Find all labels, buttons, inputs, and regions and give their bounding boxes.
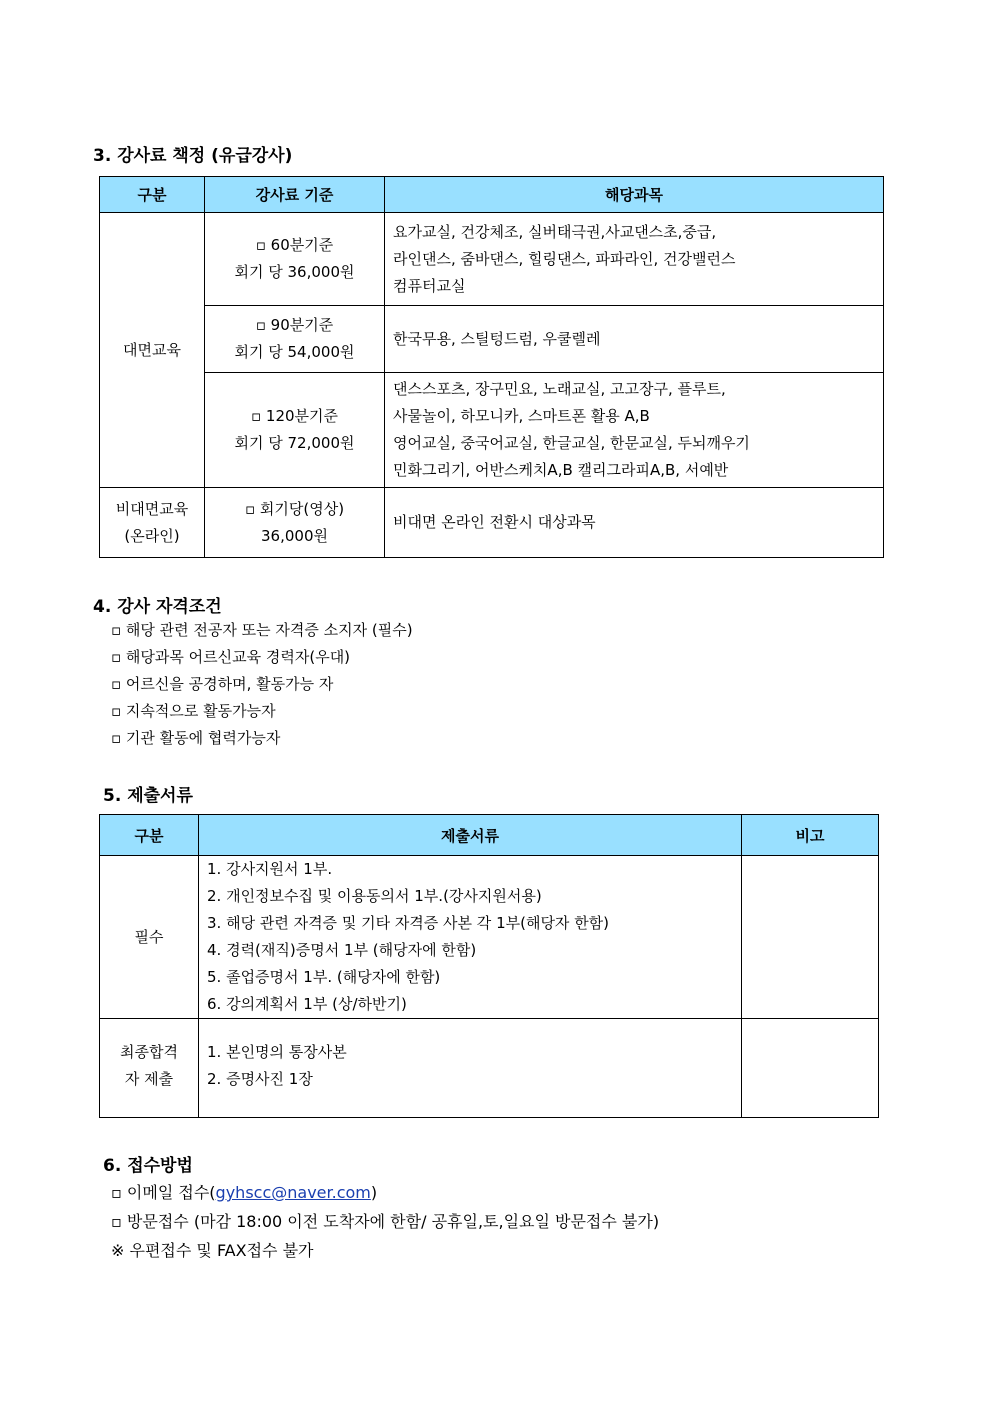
subjects-cell [385, 213, 884, 306]
final-label-line: 최종합격 [120, 1043, 178, 1061]
subject-line: 요가교실, 건강체조, 실버태극권,사교댄스초,중급, [393, 222, 717, 241]
header-subjects: 해당과목 [385, 177, 884, 213]
group-online-label: 비대면교육 [115, 499, 189, 518]
final-docs [199, 1019, 742, 1118]
fee-amount: 36,000원 [261, 526, 328, 545]
table-row [100, 856, 879, 1019]
list-item: ▫ 지속적으로 활동가능자 [111, 702, 276, 720]
fee-basis: ▫ 120분기준 [250, 407, 339, 425]
list-item: ▫ 해당 관련 전공자 또는 자격증 소지자 (필수) [111, 621, 413, 639]
table-row [100, 488, 884, 558]
list-item: ▫ 기관 활동에 협력가능자 [111, 729, 281, 747]
fee-amount: 회기 당 36,000원 [234, 263, 355, 281]
doc-item: 1. 본인명의 통장사본 [207, 1043, 347, 1061]
group-offline: 대면교육 [100, 213, 205, 488]
documents-table [99, 814, 879, 1118]
email-prefix: ▫ 이메일 접수( [111, 1183, 216, 1202]
header-category: 구분 [100, 815, 199, 856]
table-row [100, 373, 884, 488]
documents-table-header [100, 815, 879, 856]
subject-line: 컴퓨터교실 [393, 276, 466, 295]
required-label: 필수 [100, 856, 199, 1019]
fee-table [99, 176, 884, 558]
doc-item: 1. 강사지원서 1부. [207, 860, 333, 878]
doc-item: 5. 졸업증명서 1부. (해당자에 한함) [207, 968, 441, 986]
fee-cell [205, 213, 385, 306]
fee-basis: ▫ 90분기준 [255, 316, 334, 334]
fee-amount: 회기 당 54,000원 [234, 343, 355, 361]
visit-method: ▫ 방문접수 (마감 18:00 이전 도착자에 한함/ 공휴일,토,일요일 방문접수 불가) [111, 1212, 660, 1231]
fee-basis: ▫ 60분기준 [255, 236, 334, 254]
remarks-cell [742, 1019, 879, 1118]
note: ※ 우편접수 및 FAX접수 불가 [111, 1241, 314, 1260]
section-3-title: 3. 강사료 책정 (유급강사) [93, 146, 293, 166]
email-method [111, 1178, 659, 1207]
final-label [100, 1019, 199, 1118]
group-online [100, 488, 205, 558]
table-row [100, 213, 884, 306]
subjects-cell: 비대면 온라인 전환시 대상과목 [385, 488, 884, 558]
fee-cell [205, 488, 385, 558]
subject-line: 영어교실, 중국어교실, 한글교실, 한문교실, 두뇌깨우기 [393, 434, 750, 452]
subject-line: 민화그리기, 어반스케치A,B 캘리그라피A,B, 서예반 [393, 461, 729, 479]
header-fee: 강사료 기준 [205, 177, 385, 213]
qualification-list [111, 617, 413, 752]
section-5-title: 5. 제출서류 [103, 786, 193, 806]
email-suffix: ) [370, 1183, 378, 1202]
subject-line: 댄스스포츠, 장구민요, 노래교실, 고고장구, 플루트, [393, 380, 726, 398]
required-docs [199, 856, 742, 1019]
header-remarks: 비고 [742, 815, 879, 856]
subject-line: 사물놀이, 하모니카, 스마트폰 활용 A,B [393, 407, 650, 425]
subjects-cell [385, 306, 884, 373]
section-6-title: 6. 접수방법 [103, 1156, 193, 1176]
table-row [100, 306, 884, 373]
subject-line: 한국무용, 스틸텅드럼, 우쿨렐레 [393, 329, 601, 348]
final-label-line: 자 제출 [124, 1070, 174, 1088]
doc-item: 6. 강의계획서 1부 (상/하반기) [207, 995, 407, 1013]
fee-basis: ▫ 회기당(영상) [244, 499, 345, 518]
fee-cell [205, 373, 385, 488]
submission-methods [111, 1178, 659, 1265]
subjects-cell [385, 373, 884, 488]
email-link[interactable]: gyhscc@naver.com [215, 1183, 371, 1202]
doc-item: 2. 개인정보수집 및 이용동의서 1부.(강사지원서용) [207, 887, 542, 905]
fee-amount: 회기 당 72,000원 [234, 434, 355, 452]
list-item: ▫ 어르신을 공경하며, 활동가능 자 [111, 675, 334, 693]
fee-cell [205, 306, 385, 373]
remarks-cell [742, 856, 879, 1019]
section-4-title: 4. 강사 자격조건 [93, 597, 222, 617]
doc-item: 2. 증명사진 1장 [207, 1070, 313, 1088]
header-documents: 제출서류 [199, 815, 742, 856]
doc-item: 3. 해당 관련 자격증 및 기타 자격증 사본 각 1부(해당자 한함) [207, 914, 610, 932]
doc-item: 4. 경력(재직)증명서 1부 (해당자에 한함) [207, 941, 477, 959]
fee-table-header [100, 177, 884, 213]
group-online-sub: (온라인) [124, 526, 180, 545]
table-row [100, 1019, 879, 1118]
header-category: 구분 [100, 177, 205, 213]
list-item: ▫ 해당과목 어르신교육 경력자(우대) [111, 648, 351, 666]
subject-line: 라인댄스, 줌바댄스, 힐링댄스, 파파라인, 건강밸런스 [393, 249, 736, 268]
